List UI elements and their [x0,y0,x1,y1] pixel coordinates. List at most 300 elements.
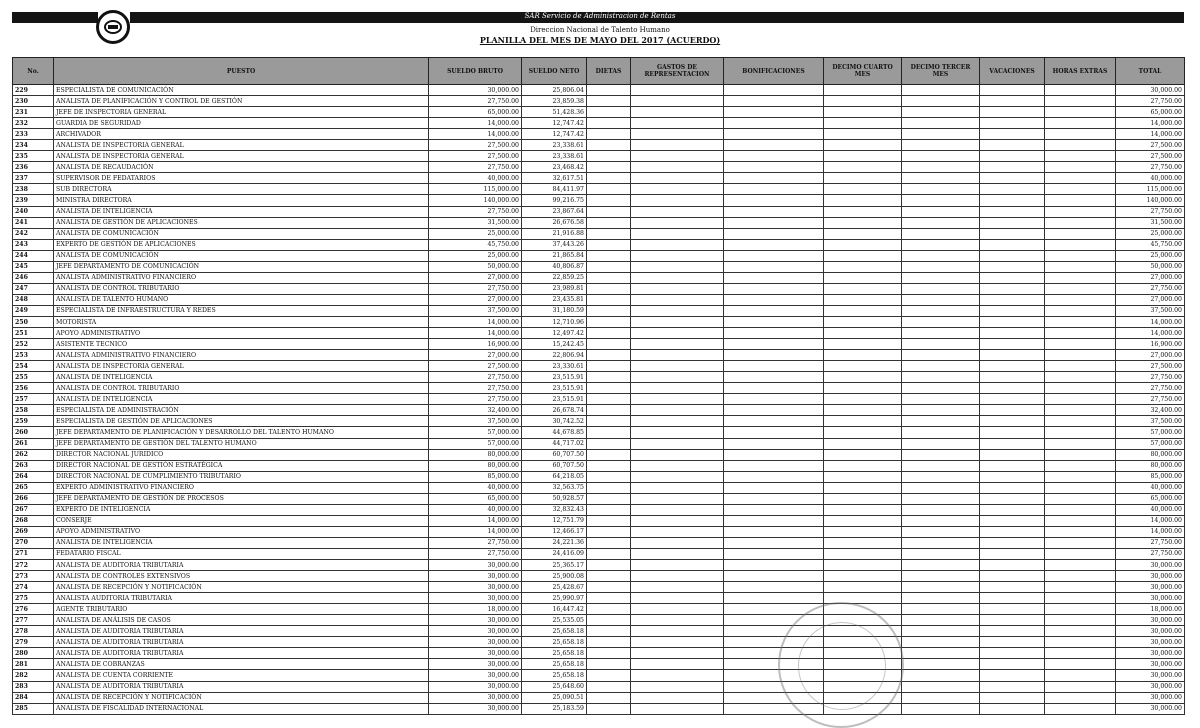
row-number: 238 [13,184,54,195]
position-cell: ANALISTA DE TALENTO HUMANO [54,294,429,305]
table-row [13,339,1185,350]
row-number: 260 [13,427,54,438]
per-diem-cell [587,272,631,283]
table-row [13,560,1185,571]
row-number: 248 [13,294,54,305]
total-cell: 80,000.00 [1116,449,1185,460]
overtime-cell [1045,250,1116,261]
per-diem-cell [587,560,631,571]
gross-salary-cell: 30,000.00 [429,560,522,571]
total-cell: 32,400.00 [1116,405,1185,416]
table-row [13,571,1185,582]
gross-salary-cell: 30,000.00 [429,637,522,648]
bonus-cell [724,151,824,162]
gross-salary-cell: 40,000.00 [429,504,522,515]
position-cell: ANALISTA DE INTELIGENCIA [54,372,429,383]
table-row [13,493,1185,504]
per-diem-cell [587,626,631,637]
representation-cell [631,394,724,405]
row-number: 277 [13,615,54,626]
total-cell: 30,000.00 [1116,648,1185,659]
vacation-cell [980,571,1045,582]
vacation-cell [980,96,1045,107]
representation-cell [631,151,724,162]
table-row [13,361,1185,372]
representation-cell [631,328,724,339]
row-number: 246 [13,272,54,283]
thirteenth-month-cell [902,195,980,206]
row-number: 249 [13,305,54,316]
bonus-cell [724,118,824,129]
bonus-cell [724,493,824,504]
table-row [13,504,1185,515]
gross-salary-cell: 31,500.00 [429,217,522,228]
per-diem-cell [587,593,631,604]
vacation-cell [980,493,1045,504]
fourteenth-month-cell [824,206,902,217]
overtime-cell [1045,173,1116,184]
table-row [13,350,1185,361]
per-diem-cell [587,416,631,427]
vacation-cell [980,604,1045,615]
per-diem-cell [587,681,631,692]
position-cell: JEFE DEPARTAMENTO DE PLANIFICACIÓN Y DESARROLLO DEL TALENTO HUMANO [54,427,429,438]
overtime-cell [1045,659,1116,670]
representation-cell [631,703,724,714]
per-diem-cell [587,195,631,206]
table-row [13,604,1185,615]
total-cell: 50,000.00 [1116,261,1185,272]
thirteenth-month-cell [902,316,980,327]
gross-salary-cell: 14,000.00 [429,526,522,537]
per-diem-cell [587,493,631,504]
per-diem-cell [587,582,631,593]
representation-cell [631,283,724,294]
total-cell: 14,000.00 [1116,316,1185,327]
vacation-cell [980,593,1045,604]
representation-cell [631,416,724,427]
per-diem-cell [587,648,631,659]
total-cell: 30,000.00 [1116,560,1185,571]
fourteenth-month-cell [824,482,902,493]
payroll-body [13,85,1185,715]
bonus-cell [724,383,824,394]
representation-cell [631,648,724,659]
bonus-cell [724,107,824,118]
bonus-cell [724,438,824,449]
row-number: 229 [13,85,54,96]
fourteenth-month-cell [824,328,902,339]
thirteenth-month-cell [902,560,980,571]
thirteenth-month-cell [902,703,980,714]
col-header: DIETAS [587,58,631,85]
per-diem-cell [587,637,631,648]
gross-salary-cell: 27,000.00 [429,294,522,305]
net-salary-cell: 40,806.87 [522,261,587,272]
thirteenth-month-cell [902,670,980,681]
col-header: TOTAL [1116,58,1185,85]
gross-salary-cell: 27,500.00 [429,151,522,162]
vacation-cell [980,648,1045,659]
table-row [13,151,1185,162]
total-cell: 115,000.00 [1116,184,1185,195]
total-cell: 14,000.00 [1116,328,1185,339]
representation-cell [631,515,724,526]
per-diem-cell [587,372,631,383]
gross-salary-cell: 30,000.00 [429,626,522,637]
net-salary-cell: 25,535.05 [522,615,587,626]
thirteenth-month-cell [902,571,980,582]
row-number: 265 [13,482,54,493]
total-cell: 37,500.00 [1116,416,1185,427]
overtime-cell [1045,515,1116,526]
overtime-cell [1045,703,1116,714]
position-cell: ANALISTA DE ANÁLISIS DE CASOS [54,615,429,626]
bonus-cell [724,85,824,96]
table-row [13,228,1185,239]
table-row [13,272,1185,283]
overtime-cell [1045,604,1116,615]
gross-salary-cell: 27,750.00 [429,394,522,405]
vacation-cell [980,129,1045,140]
fourteenth-month-cell [824,151,902,162]
per-diem-cell [587,173,631,184]
position-cell: ANALISTA DE FISCALIDAD INTERNACIONAL [54,703,429,714]
representation-cell [631,582,724,593]
vacation-cell [980,482,1045,493]
fourteenth-month-cell [824,493,902,504]
row-number: 271 [13,548,54,559]
fourteenth-month-cell [824,305,902,316]
row-number: 263 [13,460,54,471]
thirteenth-month-cell [902,305,980,316]
table-row [13,460,1185,471]
overtime-cell [1045,129,1116,140]
vacation-cell [980,560,1045,571]
row-number: 262 [13,449,54,460]
thirteenth-month-cell [902,493,980,504]
bonus-cell [724,361,824,372]
position-cell: ANALISTA DE COBRANZAS [54,659,429,670]
per-diem-cell [587,615,631,626]
table-row [13,173,1185,184]
net-salary-cell: 32,563.75 [522,482,587,493]
bonus-cell [724,471,824,482]
thirteenth-month-cell [902,361,980,372]
representation-cell [631,261,724,272]
thirteenth-month-cell [902,438,980,449]
representation-cell [631,162,724,173]
thirteenth-month-cell [902,283,980,294]
thirteenth-month-cell [902,416,980,427]
representation-cell [631,140,724,151]
gross-salary-cell: 27,000.00 [429,350,522,361]
bonus-cell [724,449,824,460]
net-salary-cell: 26,678.74 [522,405,587,416]
table-row [13,239,1185,250]
total-cell: 14,000.00 [1116,129,1185,140]
net-salary-cell: 25,658.18 [522,659,587,670]
position-cell: CONSERJE [54,515,429,526]
fourteenth-month-cell [824,184,902,195]
vacation-cell [980,184,1045,195]
per-diem-cell [587,228,631,239]
total-cell: 140,000.00 [1116,195,1185,206]
net-salary-cell: 24,416.09 [522,548,587,559]
gross-salary-cell: 30,000.00 [429,692,522,703]
row-number: 284 [13,692,54,703]
net-salary-cell: 23,338.61 [522,151,587,162]
vacation-cell [980,548,1045,559]
vacation-cell [980,537,1045,548]
vacation-cell [980,637,1045,648]
per-diem-cell [587,239,631,250]
total-cell: 16,900.00 [1116,339,1185,350]
gross-salary-cell: 37,500.00 [429,416,522,427]
vacation-cell [980,659,1045,670]
total-cell: 57,000.00 [1116,438,1185,449]
table-row [13,305,1185,316]
gross-salary-cell: 30,000.00 [429,670,522,681]
fourteenth-month-cell [824,427,902,438]
bonus-cell [724,173,824,184]
representation-cell [631,615,724,626]
total-cell: 27,750.00 [1116,283,1185,294]
representation-cell [631,493,724,504]
position-cell: ESPECIALISTA DE INFRAESTRUCTURA Y REDES [54,305,429,316]
per-diem-cell [587,129,631,140]
row-number: 231 [13,107,54,118]
bonus-cell [724,537,824,548]
fourteenth-month-cell [824,283,902,294]
gross-salary-cell: 25,000.00 [429,250,522,261]
fourteenth-month-cell [824,162,902,173]
thirteenth-month-cell [902,140,980,151]
per-diem-cell [587,261,631,272]
fourteenth-month-cell [824,372,902,383]
total-cell: 80,000.00 [1116,460,1185,471]
overtime-cell [1045,328,1116,339]
overtime-cell [1045,593,1116,604]
thirteenth-month-cell [902,548,980,559]
bonus-cell [724,140,824,151]
net-salary-cell: 84,411.97 [522,184,587,195]
seal-inner-ring [798,622,886,710]
total-cell: 30,000.00 [1116,593,1185,604]
fourteenth-month-cell [824,118,902,129]
vacation-cell [980,272,1045,283]
per-diem-cell [587,427,631,438]
bonus-cell [724,504,824,515]
position-cell: ANALISTA DE RECAUDACIÓN [54,162,429,173]
row-number: 242 [13,228,54,239]
vacation-cell [980,504,1045,515]
representation-cell [631,504,724,515]
position-cell: ANALISTA DE AUDITORIA TRIBUTARIA [54,637,429,648]
representation-cell [631,184,724,195]
net-salary-cell: 60,707.50 [522,449,587,460]
col-header: SUELDO BRUTO [429,58,522,85]
net-salary-cell: 16,447.42 [522,604,587,615]
row-number: 256 [13,383,54,394]
position-cell: ESPECIALISTA DE ADMINISTRACIÓN [54,405,429,416]
overtime-cell [1045,228,1116,239]
table-header-row [13,58,1185,85]
position-cell: ANALISTA DE AUDITORIA TRIBUTARIA [54,681,429,692]
per-diem-cell [587,350,631,361]
position-cell: ANALISTA DE RECEPCIÓN Y NOTIFICACIÓN [54,692,429,703]
representation-cell [631,526,724,537]
position-cell: GUARDIA DE SEGURIDAD [54,118,429,129]
fourteenth-month-cell [824,294,902,305]
thirteenth-month-cell [902,350,980,361]
thirteenth-month-cell [902,405,980,416]
position-cell: ANALISTA DE INTELIGENCIA [54,394,429,405]
vacation-cell [980,250,1045,261]
total-cell: 27,500.00 [1116,140,1185,151]
bonus-cell [724,394,824,405]
overtime-cell [1045,548,1116,559]
net-salary-cell: 25,900.08 [522,571,587,582]
fourteenth-month-cell [824,548,902,559]
net-salary-cell: 15,242.45 [522,339,587,350]
vacation-cell [980,372,1045,383]
per-diem-cell [587,85,631,96]
overtime-cell [1045,96,1116,107]
table-row [13,217,1185,228]
overtime-cell [1045,626,1116,637]
net-salary-cell: 21,916.88 [522,228,587,239]
fourteenth-month-cell [824,195,902,206]
table-row [13,648,1185,659]
table-row [13,328,1185,339]
table-row [13,537,1185,548]
per-diem-cell [587,515,631,526]
overtime-cell [1045,107,1116,118]
total-cell: 40,000.00 [1116,173,1185,184]
position-cell: JEFE DEPARTAMENTO DE GESTIÓN DEL TALENTO HUMANO [54,438,429,449]
thirteenth-month-cell [902,692,980,703]
row-number: 245 [13,261,54,272]
gross-salary-cell: 27,750.00 [429,283,522,294]
position-cell: MINISTRA DIRECTORA [54,195,429,206]
per-diem-cell [587,294,631,305]
page-title: PLANILLA DEL MES DE MAYO DEL 2017 (ACUERDO) [479,35,721,45]
bonus-cell [724,206,824,217]
thirteenth-month-cell [902,659,980,670]
representation-cell [631,305,724,316]
fourteenth-month-cell [824,107,902,118]
position-cell: ESPECIALISTA DE COMUNICACIÓN [54,85,429,96]
vacation-cell [980,294,1045,305]
total-cell: 30,000.00 [1116,615,1185,626]
table-row [13,294,1185,305]
bonus-cell [724,162,824,173]
bonus-cell [724,416,824,427]
net-salary-cell: 25,806.04 [522,85,587,96]
fourteenth-month-cell [824,526,902,537]
fourteenth-month-cell [824,129,902,140]
vacation-cell [980,626,1045,637]
thirteenth-month-cell [902,504,980,515]
overtime-cell [1045,482,1116,493]
fourteenth-month-cell [824,394,902,405]
table-row [13,515,1185,526]
table-row [13,96,1185,107]
vacation-cell [980,416,1045,427]
representation-cell [631,372,724,383]
thirteenth-month-cell [902,217,980,228]
fourteenth-month-cell [824,96,902,107]
fourteenth-month-cell [824,361,902,372]
per-diem-cell [587,151,631,162]
bonus-cell [724,305,824,316]
bonus-cell [724,228,824,239]
vacation-cell [980,449,1045,460]
col-header: DECIMO CUARTO MES [824,58,902,85]
representation-cell [631,217,724,228]
position-cell: JEFE DEPARTAMENTO DE GESTIÓN DE PROCESOS [54,493,429,504]
position-cell: FEDATARIO FISCAL [54,548,429,559]
bonus-cell [724,560,824,571]
table-row [13,107,1185,118]
per-diem-cell [587,471,631,482]
table-row [13,416,1185,427]
gross-salary-cell: 57,000.00 [429,438,522,449]
net-salary-cell: 12,747.42 [522,118,587,129]
thirteenth-month-cell [902,460,980,471]
row-number: 233 [13,129,54,140]
row-number: 266 [13,493,54,504]
thirteenth-month-cell [902,239,980,250]
position-cell: ASISTENTE TECNICO [54,339,429,350]
row-number: 276 [13,604,54,615]
overtime-cell [1045,681,1116,692]
net-salary-cell: 25,648.60 [522,681,587,692]
representation-cell [631,571,724,582]
representation-cell [631,537,724,548]
thirteenth-month-cell [902,515,980,526]
gross-salary-cell: 85,000.00 [429,471,522,482]
bonus-cell [724,405,824,416]
per-diem-cell [587,217,631,228]
representation-cell [631,548,724,559]
fourteenth-month-cell [824,504,902,515]
fourteenth-month-cell [824,460,902,471]
vacation-cell [980,515,1045,526]
gross-salary-cell: 14,000.00 [429,118,522,129]
overtime-cell [1045,361,1116,372]
representation-cell [631,250,724,261]
position-cell: ANALISTA DE RECEPCIÓN Y NOTIFICACIÓN [54,582,429,593]
gross-salary-cell: 14,000.00 [429,328,522,339]
vacation-cell [980,460,1045,471]
thirteenth-month-cell [902,184,980,195]
representation-cell [631,85,724,96]
vacation-cell [980,151,1045,162]
total-cell: 30,000.00 [1116,681,1185,692]
per-diem-cell [587,571,631,582]
thirteenth-month-cell [902,526,980,537]
vacation-cell [980,261,1045,272]
total-cell: 18,000.00 [1116,604,1185,615]
col-header: DECIMO TERCER MES [902,58,980,85]
bonus-cell [724,526,824,537]
per-diem-cell [587,692,631,703]
gross-salary-cell: 25,000.00 [429,228,522,239]
gross-salary-cell: 30,000.00 [429,85,522,96]
row-number: 283 [13,681,54,692]
